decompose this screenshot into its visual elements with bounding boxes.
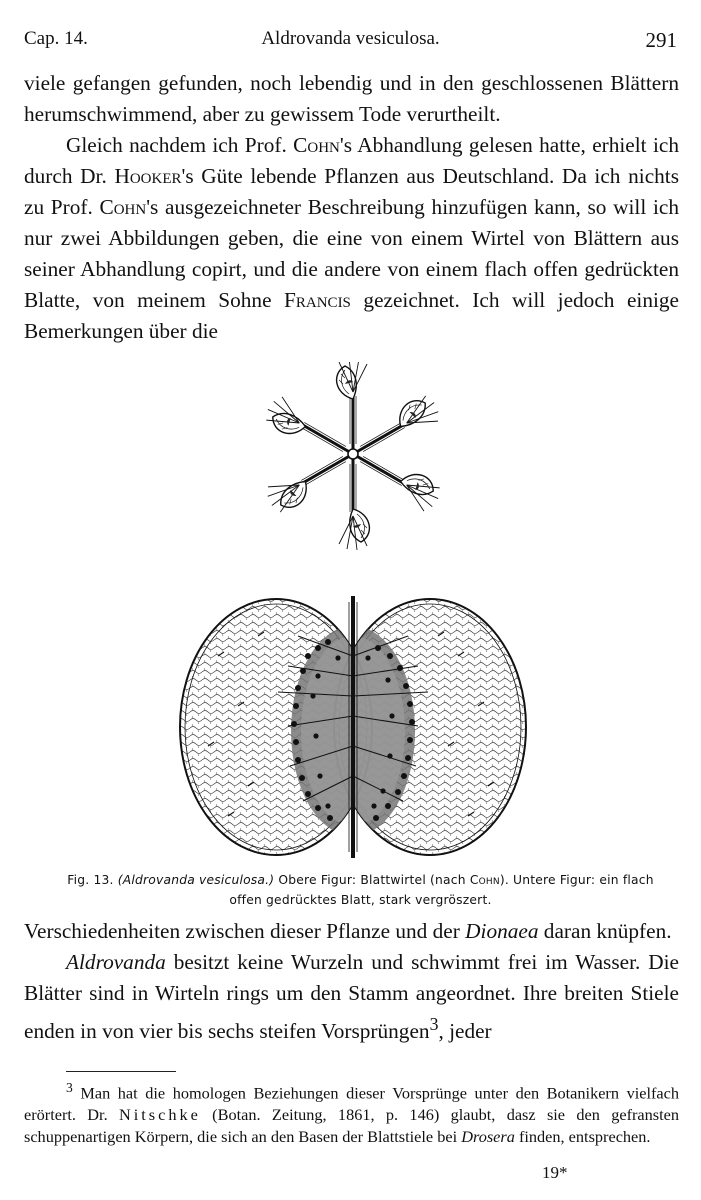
flattened-leaf-illustration xyxy=(178,596,528,858)
footnote-number: 3 xyxy=(66,1080,73,1095)
page-number: 291 xyxy=(645,28,677,52)
footnote-divider xyxy=(66,1071,176,1072)
body-text-top xyxy=(24,68,679,347)
running-header xyxy=(24,28,677,54)
author-name: Hooker xyxy=(114,164,182,188)
signature-mark: 19* xyxy=(542,1163,568,1182)
figure-caption: Fig. 13. (Aldrovanda vesiculosa.) Obere Figur: Blattwirtel (nach Cohn). Untere Figur: ein flach offen gedrücktes Blatt, stark vergröszert. xyxy=(67,873,654,907)
paragraph: Aldrovanda besitzt keine Wurzeln und schwimmt frei im Wasser. Die Blätter sind in Wirteln rings um den Stamm angeordnet. Ihre breiten Stiele enden in von vier bis sechs steifen Vorsprüngen$^3$, jeder xyxy=(24,950,679,1044)
paragraph: viele gefangen gefunden, noch lebendig und in den geschlossenen Blättern herumschwimmend, aber zu gewissem Tode verurtheilt. xyxy=(24,71,679,126)
paragraph: Gleich nachdem ich Prof. Cohn's Abhandlung gelesen hatte, erhielt ich durch Dr. Hooker's Güte lebende Pflanzen aus Deutschland. Da ich nichts zu Prof. Cohn's ausgezeichneter Beschreibung hinzufügen kann, so will ich nur zwei Abbildungen geben, die eine von einem Wirtel von Blättern aus seiner Abhandlung copirt, und die andere von einem flach offen gedrückten Blatte, von meinem Sohne Francis gezeichnet. Ich will jedoch einige Bemerkungen über die xyxy=(24,133,679,343)
paragraph: Verschiedenheiten zwischen dieser Pflanze und der Dionaea daran knüpfen. xyxy=(24,919,672,943)
chapter-label: Cap. 14. xyxy=(24,28,88,49)
body-text-bottom xyxy=(24,916,679,1047)
author-name: Cohn xyxy=(293,133,340,157)
person-name: Francis xyxy=(284,288,351,312)
author-name: Cohn xyxy=(99,195,147,219)
running-title: Aldrovanda vesiculosa. xyxy=(261,28,440,49)
footnote: $^3$ Man hat die homologen Beziehungen dieser Vorsprünge unter den Botanikern vielfach erörtert. Dr. Nitschke (Botan. Zeitung, 1861, p. 146) glaubt, dasz sie den gefransten schuppenartigen Körpern, die sich an den Basen der Blattstiele bei Drosera finden, entsprechen. xyxy=(24,1080,680,1147)
footnote-reference[interactable]: 3 xyxy=(429,1014,439,1034)
leaf-whorl-illustration xyxy=(245,362,455,562)
